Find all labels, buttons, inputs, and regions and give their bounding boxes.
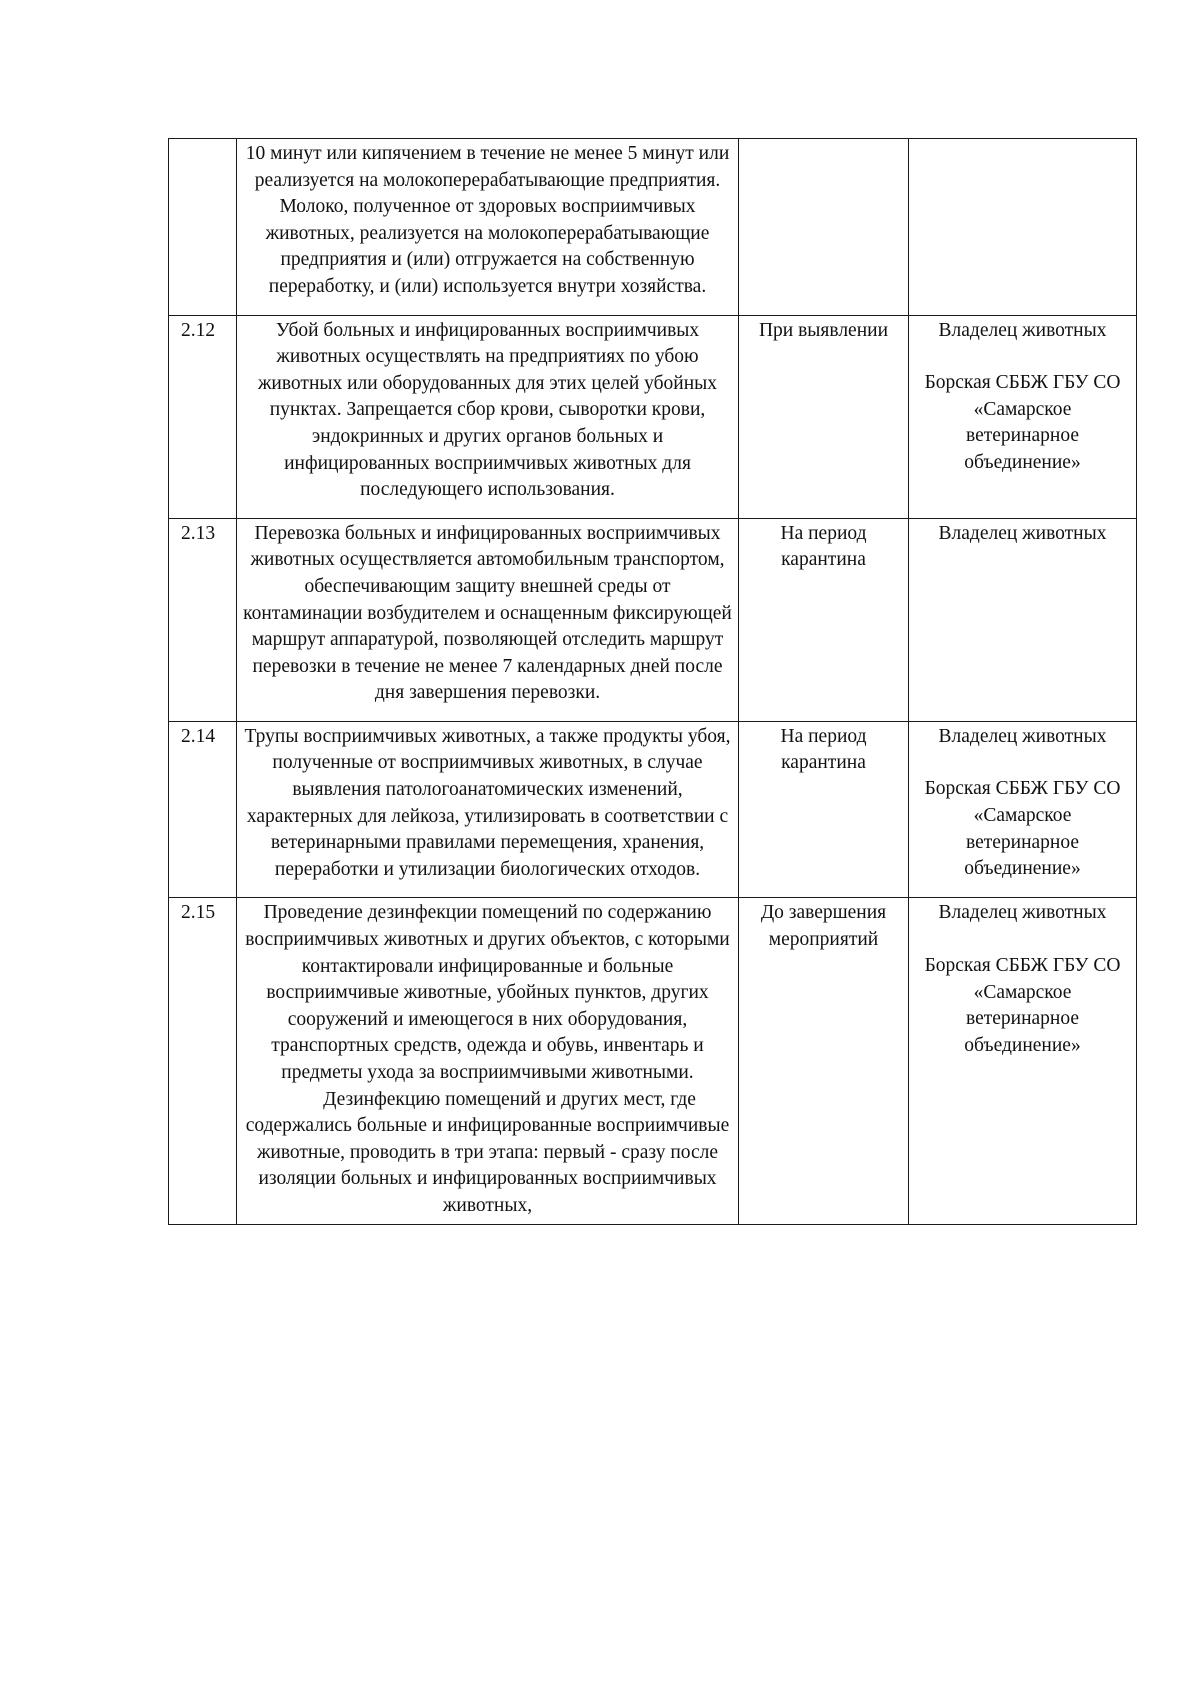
measure-text-continued: Дезинфекцию помещений и других мест, где содержались больные и инфицированные восприимчивые животные, проводить в три этапа: первый - сразу после изоляции больных и инфицированных восприимчивых животных, bbox=[245, 1088, 730, 1216]
responsible-cell bbox=[909, 721, 1137, 898]
row-number: 2.13 bbox=[169, 518, 237, 721]
measure-text: Убой больных и инфицированных восприимчивых животных осуществлять на предприятиях по убою животных или оборудованных для этих целей убойных пунктах. Запрещается сбор крови, сыворотки крови, эндокринных и других органов больных и инфицированных восприимчивых животных для последующего использования. bbox=[237, 315, 739, 518]
term-cell bbox=[739, 139, 909, 316]
row-number bbox=[169, 139, 237, 316]
responsible-cell bbox=[909, 898, 1137, 1224]
table-row bbox=[169, 139, 1137, 316]
row-number: 2.15 bbox=[169, 898, 237, 1224]
responsible-owner: Владелец животных bbox=[938, 902, 1107, 924]
table-row bbox=[169, 315, 1137, 518]
term-cell: До завершения мероприятий bbox=[739, 898, 909, 1224]
measures-table bbox=[168, 138, 1137, 1225]
responsible-cell bbox=[909, 315, 1137, 518]
responsible-owner: Владелец животных bbox=[938, 319, 1107, 341]
table-row bbox=[169, 898, 1137, 1224]
measure-text: Перевозка больных и инфицированных восприимчивых животных осуществляется автомобильным транспортом, обеспечивающим защиту внешней среды от контаминации возбудителем и оснащенным фиксирующей маршрут аппаратурой, позволяющей отследить маршрут перевозки в течение не менее 7 календарных дней после дня завершения перевозки. bbox=[237, 518, 739, 721]
table-row bbox=[169, 518, 1137, 721]
measure-text: 10 минут или кипячением в течение не менее 5 минут или реализуется на молокоперерабатывающие предприятия. Молоко, полученное от здоровых восприимчивых животных, реализуется на молокоперерабатывающие предприятия и (или) отгружается на собственную переработку, и (или) используется внутри хозяйства. bbox=[237, 139, 739, 316]
responsible-owner: Владелец животных bbox=[938, 725, 1107, 747]
term-cell: При выявлении bbox=[739, 315, 909, 518]
term-cell: На период карантина bbox=[739, 721, 909, 898]
measure-text: Трупы восприимчивых животных, а также продукты убоя, полученные от восприимчивых животных, в случае выявления патологоанатомических изменений, характерных для лейкоза, утилизировать в соответствии с ветеринарными правилами перемещения, хранения, переработки и утилизации биологических отходов. bbox=[237, 721, 739, 898]
responsible-cell bbox=[909, 139, 1137, 316]
responsible-org: Борская СББЖ ГБУ СО «Самарское ветеринарное объединение» bbox=[924, 778, 1121, 880]
term-cell: На период карантина bbox=[739, 518, 909, 721]
measure-text: Проведение дезинфекции помещений по содержанию восприимчивых животных и других объектов, с которыми контактировали инфицированные и больные восприимчивые животные, убойных пунктов, других сооружений и имеющегося в них оборудования, транспортных средств, одежда и обувь, инвентарь и предметы ухода за восприимчивыми животными. Дезинфекцию помещений и других мест, где содержались больные и инфицированные восприимчивые животные, проводить в три этапа: первый - сразу после изоляции больных и инфицированных восприимчивых животных, bbox=[237, 898, 739, 1224]
row-number: 2.12 bbox=[169, 315, 237, 518]
responsible-org: Борская СББЖ ГБУ СО «Самарское ветеринарное объединение» bbox=[924, 372, 1121, 473]
responsible-cell bbox=[909, 518, 1137, 721]
responsible-org: Борская СББЖ ГБУ СО «Самарское ветеринарное объединение» bbox=[924, 955, 1121, 1056]
responsible-owner: Владелец животных bbox=[938, 522, 1107, 544]
table-row bbox=[169, 721, 1137, 898]
row-number: 2.14 bbox=[169, 721, 237, 898]
